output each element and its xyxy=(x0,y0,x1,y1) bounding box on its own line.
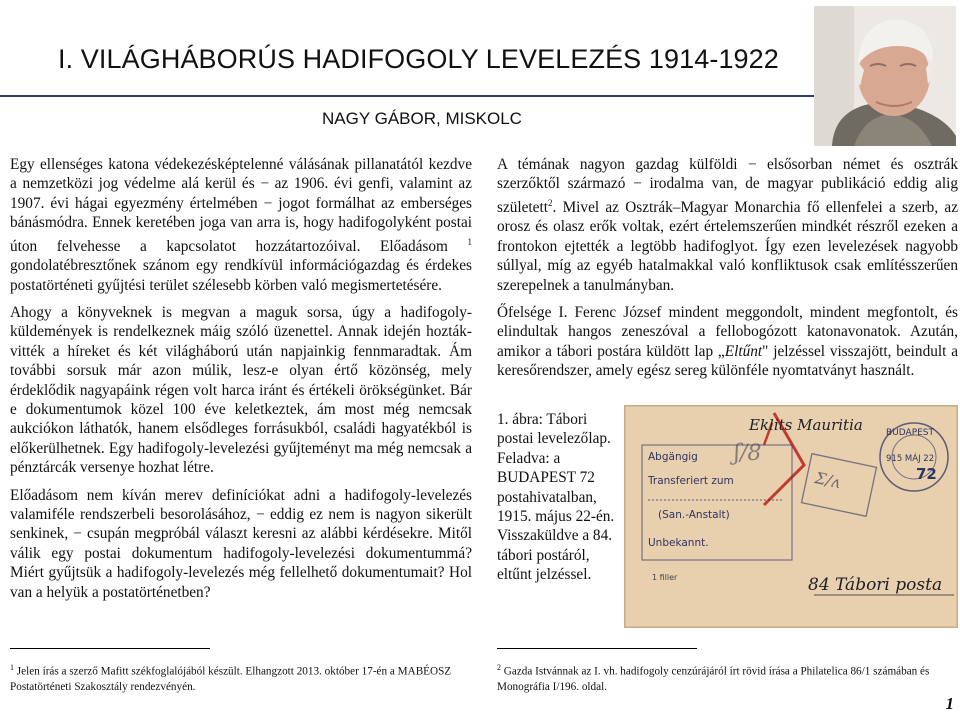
stamp-san-anstalt: (San.-Anstalt) xyxy=(658,509,730,521)
author-line: NAGY GÁBOR, MISKOLC xyxy=(322,109,522,128)
left-paragraph-3: Előadásom nem kíván merev definíciókat adni a hadifogoly-levelezés valamiféle rendszerbeli besorolásához, − eddig ez nem is nagyon sikerült senkinek, − csupán megpróbál választ keresni az alábbi kérdésekre. Mitől válik egy postai dokumentum hadifogoly-levelezési dokumentummá? Miért gyűjtsük a hadifogoly-levelezés még fellelhető dokumentumait? Hol van a helyük a postatörténetben? xyxy=(10,486,472,601)
left-column xyxy=(10,155,472,610)
right-paragraph-1: A témának nagyon gazdag külföldi − elsősorban német és osztrák szerzőktől származó − irodalma van, de magyar publikáció eddig alig született$^2$. Mivel az Osztrák–Magyar Monarchia fő ellenfelei a szerb, az orosz és olasz erők voltak, ezért értelemszerűen mindkét részről ezeken a frontokon ejtették a legtöbb hadifoglyot. Így ezen levelezések nagyobb súllyal, míg az egyéb hatalmakkal való konfliktusok csak említésszerűen szerepelnek a tanulmányban. xyxy=(497,156,958,294)
footnote-ref-2: 2 xyxy=(547,197,553,208)
footnote-2: $^2$ Gazda Istvánnak az I. vh. hadifogoly cenzúrájáról írt rövid írása a Philatelica 86/1 számában és Monográfia I/196. oldal. xyxy=(497,663,930,694)
svg-text:Ʃ/ʌ: Ʃ/ʌ xyxy=(813,468,843,493)
footnote-ref-1: 1 xyxy=(467,236,472,247)
postmark-date: 915 MÁJ 22 xyxy=(886,454,935,464)
left-paragraph-2: Ahogy a könyveknek is megvan a maguk sorsa, úgy a hadifogoly-küldemények is rendelkeznek máig szóló üzenettel. Annak idején hozták-vitték a híreket és két világháború után napjainkig fennmaradtak. Ám további sorsuk már azon múlik, lesz-e olyan értő közönség, mely érdeklődik nagyapáink régen volt harca iránt és értékeli örökségünket. Bár e dokumentumok közel 100 éve keletkeztek, ám most még nemcsak aukciókon láthatók, hanem elsődleges forrásukból, családi hagyatékból is előkerülhetnek. Egy hadifogoly-levelezési gyűjteményt ma még nemcsak a pénztárcák versenye hozhat létre. xyxy=(10,303,472,477)
postcard-image xyxy=(624,405,958,628)
footnote-1: $^1$ Jelen írás a szerző Mafitt székfoglalójából készült. Elhangzott 2013. október 17-én a MABÉOSZ Postatörténeti Szakosztály rendezvényén. xyxy=(10,663,452,694)
stamp-transferiert: Transferiert zum xyxy=(648,475,734,487)
left-paragraph-1: Egy ellenséges katona védekezésképtelenné válásának pillanatától kezdve a nemzetközi jog védelme alá kerül és − az 1906. évi genfi, valamint az 1907. évi hágai egyezmény értelmében − jogot formálhat az emberséges bánásmódra. Ennek keretében joga van arra is, hogy hadifogolyként postai úton felvehesse a kapcsolatot hozzátartozóival. Előadásom $^1$ gondolatébresztőnek szánom egy rendkívül információgazdag és érdekes postatörténeti gyűjtési terület szélesebb körben való megismertetésére. xyxy=(10,156,472,294)
title-rule xyxy=(0,95,820,97)
page-title: I. VILÁGHÁBORÚS HADIFOGOLY LEVELEZÉS 1914-1922 xyxy=(58,44,779,74)
footnote-rule-right xyxy=(497,648,697,649)
stamp-unbekannt: Unbekannt. xyxy=(648,537,709,549)
footnote-rule-left xyxy=(10,648,210,649)
right-column xyxy=(497,155,958,389)
postcard-feldpost-number: 84 Tábori posta xyxy=(808,575,943,595)
right-paragraph-2: Őfelsége I. Ferenc József mindent meggondolt, mindent megfontolt, és elindultak hangos zeneszóval a fellobogózott katonavonatok. Azután, amikor a tábori postára küldött lap „Eltűnt" jelzéssel visszajött, beindult a keresőrendszer, amely egész sereg különféle nyomtatványt használt. xyxy=(497,303,958,380)
postmark-city: BUDAPEST xyxy=(886,428,935,438)
portrait-image xyxy=(814,6,956,146)
postcard-svg xyxy=(624,405,958,628)
postcard-pencil-mark: ʃ/8 xyxy=(734,441,762,466)
stamp-abgangig: Abgängig xyxy=(648,451,698,463)
eltunt-word: Eltűnt xyxy=(724,342,763,360)
postcard-handwritten-name: Eklits Mauritia xyxy=(749,416,863,434)
postmark-number: 72 xyxy=(916,465,937,483)
page-number: 1 xyxy=(945,694,954,713)
author-portrait xyxy=(814,6,956,146)
postcard-small-print: 1 filler xyxy=(652,573,678,582)
figure-caption: 1. ábra: Tábori postai levelezőlap. Feladva: a BUDAPEST 72 postahivatalban, 1915. május 22-én. Visszaküldve a 84. tábori postáról, eltűnt jelzéssel. xyxy=(497,411,615,584)
